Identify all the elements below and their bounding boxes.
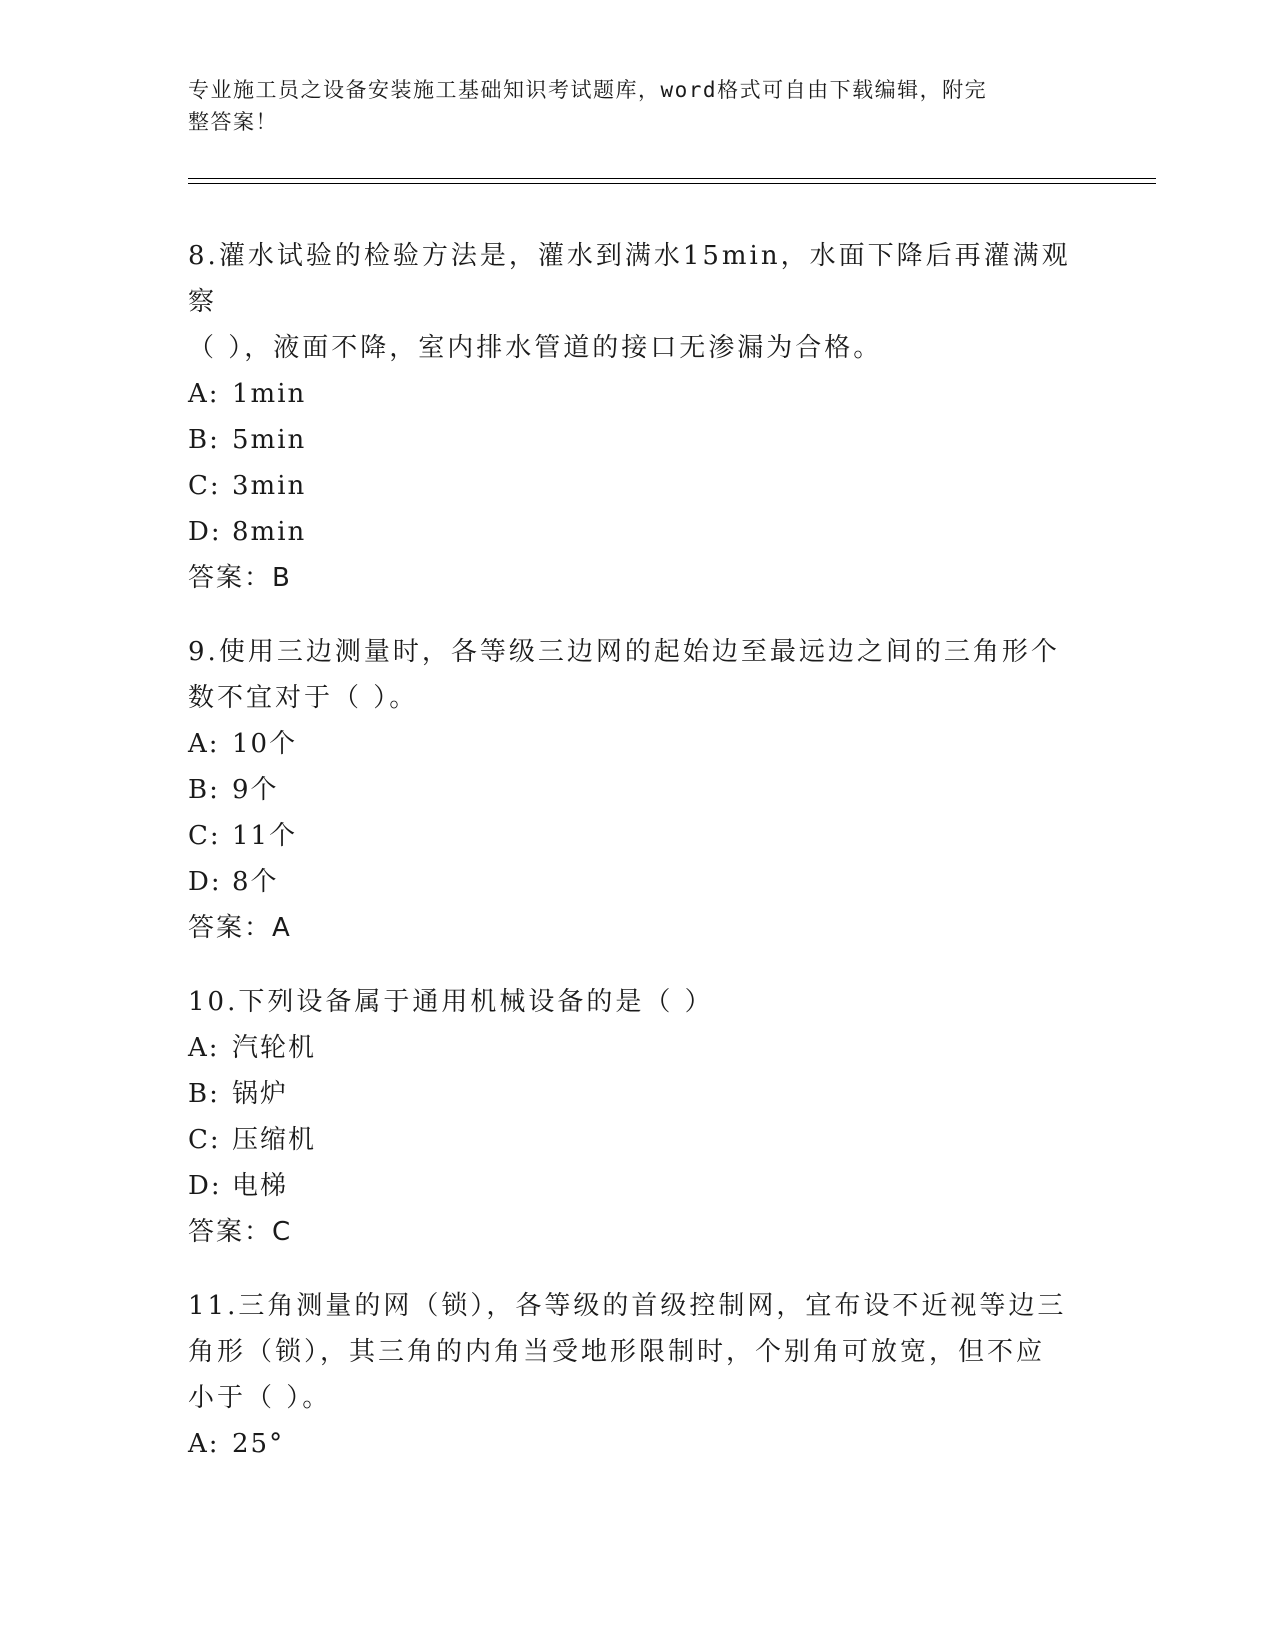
option-d [188, 859, 1088, 905]
option-key: B: [188, 425, 220, 455]
question-text-line: 数不宜对于（ ）。 [188, 683, 419, 713]
option-d [188, 509, 1088, 555]
question-stem: 灌水试验的检验方法是，灌水到满水15min，水面下降后再灌满观察 [188, 241, 1071, 317]
header-divider-bottom [188, 183, 1156, 184]
option-value: 汽轮机 [232, 1033, 317, 1063]
option-value: 8min [232, 517, 307, 547]
option-key: D: [188, 517, 222, 547]
option-value: 3min [232, 471, 307, 501]
option-b [188, 417, 1088, 463]
answer: 答案：C [188, 1217, 293, 1247]
option-value: 5min [232, 425, 307, 455]
question-text-line [188, 233, 1088, 325]
question-9 [188, 629, 1088, 951]
option-a [188, 1025, 1088, 1071]
option-c [188, 463, 1088, 509]
header-line-1: 专业施工员之设备安装施工基础知识考试题库，word格式可自由下载编辑，附完 [188, 78, 988, 102]
question-number: 8. [188, 241, 219, 271]
option-value: 1min [232, 379, 307, 409]
option-key: D: [188, 1171, 222, 1201]
question-text-line: 小于（ ）。 [188, 1383, 332, 1413]
option-value: 25° [232, 1429, 285, 1459]
question-10 [188, 979, 1088, 1255]
option-a [188, 721, 1088, 767]
question-text-line [188, 1283, 1088, 1329]
option-value: 8个 [232, 867, 279, 897]
answer: 答案：B [188, 563, 292, 593]
question-11 [188, 1283, 1088, 1467]
document-header [188, 74, 1078, 138]
header-divider-top [188, 178, 1156, 179]
option-key: C: [188, 471, 221, 501]
question-8 [188, 233, 1088, 601]
option-d [188, 1163, 1088, 1209]
option-b [188, 767, 1088, 813]
question-text-line [188, 629, 1088, 675]
option-value: 11个 [232, 821, 298, 851]
option-a [188, 371, 1088, 417]
question-number: 11. [188, 1291, 239, 1321]
option-value: 10个 [232, 729, 298, 759]
question-text-line: （ ），液面不降，室内排水管道的接口无渗漏为合格。 [188, 333, 883, 363]
option-c [188, 1117, 1088, 1163]
option-value: 锅炉 [232, 1079, 289, 1109]
question-text-line: 角形（锁），其三角的内角当受地形限制时，个别角可放宽，但不应 [188, 1337, 1046, 1367]
option-value: 电梯 [232, 1171, 289, 1201]
header-line-2: 整答案！ [188, 110, 278, 134]
question-text-line [188, 979, 1088, 1025]
question-stem: 下列设备属于通用机械设备的是（ ） [238, 987, 714, 1017]
option-b [188, 1071, 1088, 1117]
question-stem: 使用三边测量时，各等级三边网的起始边至最远边之间的三角形个 [218, 637, 1060, 667]
option-key: A: [188, 1033, 220, 1063]
option-value: 9个 [232, 775, 279, 805]
question-number: 10. [188, 987, 239, 1017]
option-key: A: [188, 729, 220, 759]
option-value: 压缩机 [232, 1125, 317, 1155]
question-list [188, 233, 1088, 1495]
question-stem: 三角测量的网（锁），各等级的首级控制网，宜布设不近视等边三 [238, 1291, 1067, 1321]
option-key: B: [188, 1079, 220, 1109]
option-key: A: [188, 379, 220, 409]
option-key: B: [188, 775, 220, 805]
answer: 答案：A [188, 913, 292, 943]
option-c [188, 813, 1088, 859]
option-key: A: [188, 1429, 220, 1459]
option-key: C: [188, 821, 221, 851]
option-key: D: [188, 867, 222, 897]
option-a [188, 1421, 1088, 1467]
option-key: C: [188, 1125, 221, 1155]
question-number: 9. [188, 637, 219, 667]
